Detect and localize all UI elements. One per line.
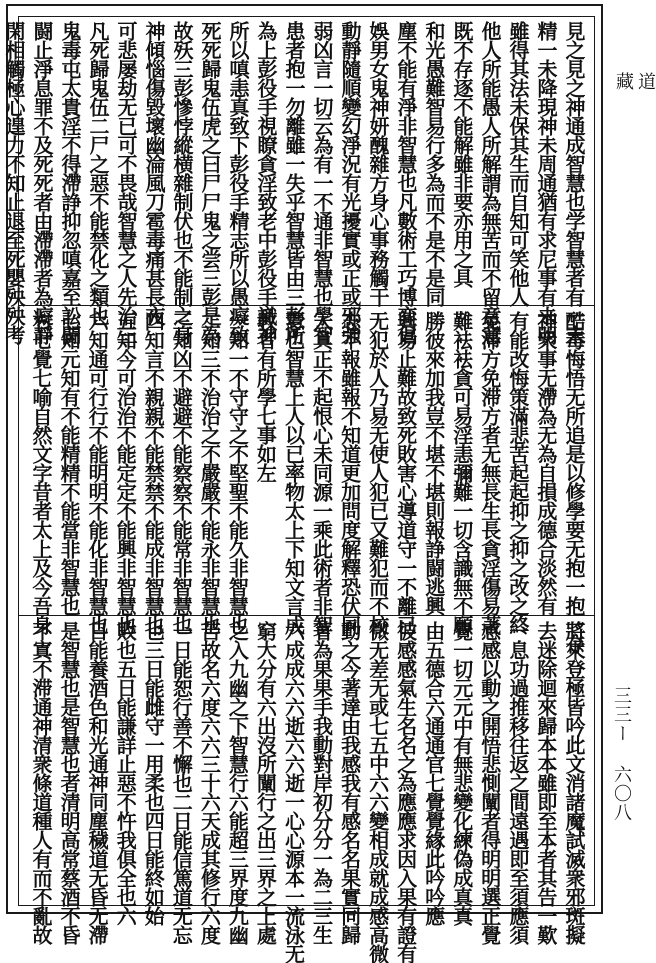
text-column: 志不報雖報不知道更加問度解釋恐伏同 (337, 311, 362, 634)
text-column: 著為果果手我動對岸初分分一為二三生 (309, 621, 334, 944)
text-column: 興易止難故致死敗害心導道守一不離已 (393, 311, 418, 634)
text-column: 微无差无或七五中六六變相成就成感高微 (365, 621, 390, 963)
text-column: 動之今著達由我感我有感名名果實同歸 (337, 621, 362, 944)
text-column: 日能養酒色和光通神同塵穢道无昏无滯 (85, 621, 110, 944)
text-panel-1 (2, 21, 590, 344)
text-column: 感感以動之開悟悲惻闡者得明明選正覺 (477, 621, 502, 944)
text-column: 塵不能有淨非智慧也凡數術工巧博弈倡 (394, 21, 418, 344)
page-frame (2, 4, 603, 963)
text-column: 是智慧也是智慧也者清明高常蔡酒不昏 (57, 621, 82, 944)
text-column: 他人所能愚人所解謂為無苦而不留意意 (478, 21, 502, 344)
text-column: 苦故名六度六六三十六天成其修行六度 (197, 621, 222, 944)
text-column: 神衆事无滯為无為自損成德合淡然有 (533, 311, 558, 615)
text-column: 可悲屡劫无已可不畏哉智慧之人先治三 (114, 21, 138, 344)
text-column: 難袪袪貪可易淫恚彌難一切含識無不願 (449, 311, 474, 634)
text-column: 和光愚難智易行多為而不是不是同 (422, 21, 446, 306)
text-column: 七知元知有不能精精不能當非智慧也 (57, 311, 82, 615)
text-column: 弱凶言一切云為有一不通非智慧也學智 (310, 21, 334, 344)
text-column: 死死歸鬼伍虎之曰尸尸鬼之尝三彭是為 (198, 21, 222, 344)
text-panel-2 (25, 311, 590, 653)
text-column: 精一未降現神未周通猶有求尼事有未明 (534, 21, 558, 344)
text-block (2, 16, 595, 963)
text-column: 雖得其法未保其生而自知可笑他人 (506, 21, 530, 306)
text-column: 彼感感氣生名名之為應應求因入果有證有 (393, 621, 418, 963)
text-column: 覺一切元元中有無悲變化練偽成真真 (449, 621, 474, 925)
text-column: 一日能恕行善不懈也二日能信篤道无忘 (169, 621, 194, 944)
text-column: 之入九幽之下智慧行六能超三界度九幽 (225, 621, 250, 944)
text-column: 見之見之神通成智慧也学智慧者有一未 (562, 21, 586, 344)
text-column: 有能改悔策滿悲苦起起抑之抑之改之終 (505, 311, 530, 634)
text-column: 二知三不治治之不嚴嚴不能永非智慧也 (197, 311, 222, 634)
text-column: 一息功過推移往返之間遠遇即至須應須 (505, 621, 530, 944)
page-number: 三三ー 六〇八 (611, 686, 632, 822)
text-column: 去迷除迴來歸本本雖即至本者其告一歎 (533, 621, 558, 944)
text-column: 也三日能雌守一用柔也四日能終如始 (141, 621, 166, 925)
text-panel-3 (25, 621, 590, 963)
text-column: 由五德合六通通官七覺覺緣此吟吟應 (421, 621, 446, 925)
text-column: 慧也智慧上人以已率物太上下知文言成 (281, 311, 306, 634)
text-column: 四知言不親親不能禁禁不能成非智慧也 (141, 311, 166, 634)
text-column: 敗也五日能謙詳止惡不忤我俱全也六 (113, 621, 138, 925)
text-column: 酷毒悔悟无所追是以修學要无抱一抱一存 (561, 311, 586, 653)
text-column: 既不存逐不能解雖非要亦用之具 (450, 21, 474, 287)
text-column: 免滞方免滞方者无無長生長貪淫傷易著 (477, 311, 502, 634)
text-column: 五知今可治治不能定定不能興非智慧也 (113, 311, 138, 634)
text-column: 窮大分有六出沒所闡行之出三界之上處 (253, 621, 278, 944)
text-column: 鬼毒屯太貴淫不得滯諍抑忽嗔嘉至訟闘 (58, 21, 82, 344)
text-column: 三知凶不避避不能察察不能常非智慧也 (169, 311, 194, 634)
text-column: 右七覺七喻自然文字昔者太上及今吾身 (29, 311, 54, 634)
margin-title-top: 道 (635, 72, 656, 90)
text-column: 无犯於人乃易无使人犯已又難犯而不校 (365, 311, 390, 634)
text-column: 凡死歸鬼伍二尸之惡不能禁化之類也 (86, 21, 110, 325)
text-column: 娛男女鬼神妍醜雜方身心事務觸干 (366, 21, 390, 306)
text-column: 入具正不起恨心未同源一乘此術者非智 (309, 311, 334, 634)
text-column: 動靜隨順變幻淨況有光擾實或正或邪強 (338, 21, 362, 344)
text-column: 將來登極皆吟此文消諸魔試滅衆邪斑擬 (561, 621, 586, 944)
margin-title (612, 72, 656, 122)
text-column: 六成成六六逝六六逝一心心源本一流泳无 (281, 621, 306, 963)
text-column: 所以嗔恚真致下彭役手精志所以愚癡致 (226, 21, 250, 344)
text-column: 不寘不滞通神清衆條道種人有而不亂故 (29, 621, 54, 944)
margin-title-bottom: 藏 (613, 72, 634, 90)
text-column: 故殀三彭慘悖縱横雜制伏也不能制之身 (170, 21, 194, 344)
text-column: 闘止淨息罪不及死死者由滯滯者為癡靜 (30, 21, 54, 344)
text-column: 閑相觸極心遑力不知止退至死嬰殃殃考 (2, 21, 26, 344)
text-column: 為上彭役手視瞭貪淫致老中彭役手識神 (254, 21, 278, 344)
text-column: 一知一不守守之不堅聖不能久非智慧也 (225, 311, 250, 634)
text-column: 教者有所學七事如左 (253, 311, 278, 482)
text-column: 神傾惱傷毀壞幽淪風刀雹毒痛甚長夜 (142, 21, 166, 325)
text-column: 患者抱一勿離雖一失乎智慧皆由三彭所 (282, 21, 306, 344)
page-margin (606, 0, 656, 918)
text-column: 六知通可行行不能明明不能化非智慧也 (85, 311, 110, 634)
text-column: 勝彼來加我豈不堪不堪則報諍闘逃興 (421, 311, 446, 615)
